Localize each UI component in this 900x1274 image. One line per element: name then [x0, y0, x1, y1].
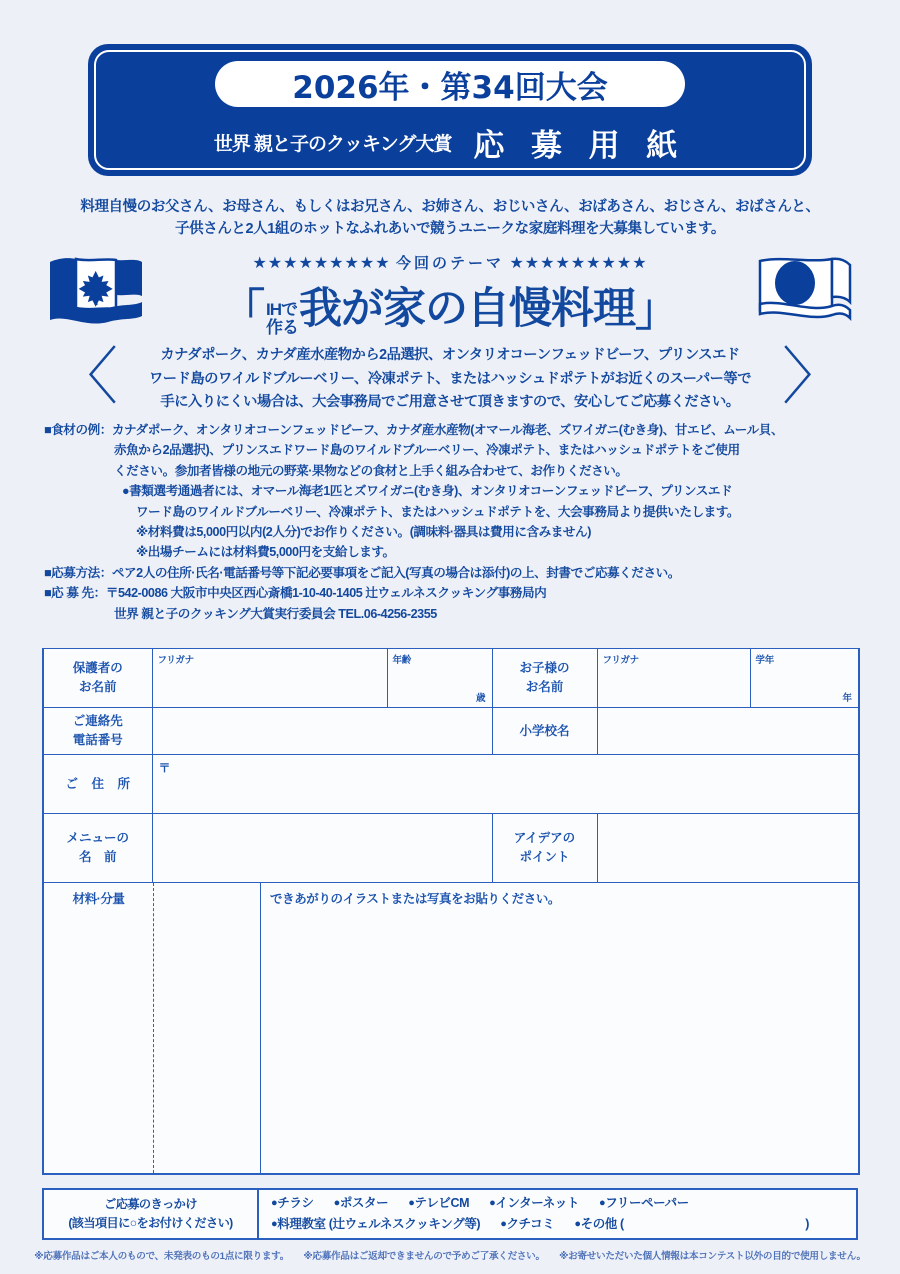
- header-banner: [88, 44, 812, 176]
- trigger-option-poster[interactable]: [334, 1193, 389, 1214]
- provide-line-1: ●書類選考通過者には、オマール海老1匹とズワイガニ(むき身)、オンタリオコーンフェッドビーフ、プリンスエド: [122, 484, 733, 499]
- menu-name-label-l1: メニューの: [66, 831, 129, 846]
- grade-unit: 年: [842, 693, 852, 704]
- theme-label: 今回のテーマ: [395, 255, 504, 272]
- bullet-icon: ●: [271, 1197, 278, 1210]
- bracket-note: [50, 342, 850, 416]
- ingredients-text-1: カナダポーク、オンタリオコーンフェッドビーフ、カナダ産水産物(オマール海老、ズワイガニ(むき身)、甘エビ、ムール貝、: [111, 423, 784, 437]
- contact-phone-label-l2: 電話番号: [72, 733, 123, 747]
- application-address-2: 世界 親と子のクッキング大賞実行委員会 TEL.06-4256-2355: [114, 606, 437, 621]
- footer-notes: [0, 1248, 900, 1262]
- theme-section: [0, 252, 900, 338]
- trigger-option-word-of-mouth[interactable]: [500, 1214, 554, 1235]
- materials-illustration-cell[interactable]: [43, 883, 859, 1175]
- brace-left: 〈: [56, 343, 119, 412]
- header-title-row: [88, 120, 812, 165]
- theme-bracket-open: 「: [221, 286, 265, 335]
- trigger-option-cooking-class-label: 料理教室 (辻ウェルネスクッキング等): [277, 1217, 481, 1231]
- table-row-guardian: [43, 649, 859, 708]
- page-title: 応 募 用 紙: [473, 128, 687, 163]
- idea-point-input[interactable]: [597, 814, 859, 883]
- theme-ih-line1: IHで: [266, 299, 297, 319]
- furigana-label-guardian: フリガナ: [157, 655, 194, 666]
- trigger-options-row-1: [271, 1193, 856, 1214]
- guardian-age-input[interactable]: [387, 649, 492, 708]
- trigger-label-line-2: (該当項目に○をお付けください): [68, 1216, 233, 1230]
- bracket-note-line-1: カナダポーク、カナダ産水産物から2品選択、オンタリオコーンフェッドビーフ、プリンスエド: [160, 347, 740, 363]
- contact-phone-label-l1: ご連絡先: [72, 714, 123, 729]
- trigger-options-row-2: [271, 1214, 856, 1235]
- age-unit: 歳: [475, 693, 486, 704]
- address-label: ご 住 所: [43, 755, 152, 814]
- provide-line-2: ワード島のワイルドブルーベリー、冷凍ポテト、またはハッシュドポテトを、大会事務局より提供いたします。: [136, 504, 740, 519]
- child-grade-input[interactable]: [750, 649, 859, 708]
- child-name-label-l1: お子様の: [519, 661, 570, 676]
- stars-right: ★★★★★★★★★: [509, 255, 648, 272]
- trigger-option-other[interactable]: [574, 1214, 809, 1235]
- table-row-materials: [43, 883, 859, 1175]
- postal-mark: 〒: [158, 761, 171, 775]
- child-name-input[interactable]: [597, 649, 750, 708]
- trigger-label-line-1: ご応募のきっかけ: [104, 1197, 197, 1212]
- idea-point-label-l1: アイデアの: [513, 831, 576, 846]
- table-row-address: [43, 755, 859, 814]
- header-subtitle: 世界 親と子のクッキング大賞: [213, 134, 452, 155]
- menu-name-input[interactable]: [152, 814, 492, 883]
- trigger-label: [44, 1190, 259, 1238]
- trigger-option-cooking-class[interactable]: [271, 1214, 480, 1235]
- application-method: ■応募方法：ペア2人の住所·氏名·電話番号等下記必要事項をご記入(写真の場合は添付)の上、封書でご応募ください。: [44, 565, 680, 580]
- bullet-icon: ●: [271, 1218, 278, 1230]
- ingredients-line-1: [44, 420, 856, 440]
- age-label: 年齢: [392, 655, 411, 666]
- menu-name-label-l2: 名 前: [78, 850, 117, 864]
- address-input[interactable]: [152, 755, 859, 814]
- materials-label: 材料·分量: [72, 892, 125, 906]
- cost-note-1: ※材料費は5,000円以内(2人分)でお作りください。(調味料·器具は費用に含みません): [136, 524, 591, 539]
- ingredients-line-2: 赤魚から2品選択)、プリンスエドワード島のワイルドブルーベリー、冷凍ポテト、またはハッシュドポテトをご使用: [114, 443, 740, 458]
- year-pill-text: 2026年・第34回大会: [292, 69, 608, 106]
- bullet-icon: ●: [599, 1197, 606, 1210]
- bullet-icon: ●: [408, 1197, 415, 1210]
- lead-paragraph: [0, 196, 900, 241]
- theme-stars-line: [0, 252, 900, 273]
- bracket-note-line-2: ワード島のワイルドブルーベリー、冷凍ポテト、またはハッシュドポテトがお近くのスーパー等で: [148, 370, 752, 387]
- cost-note-2: ※出場チームには材料費5,000円を支給します。: [136, 545, 395, 560]
- application-address-1: ■応 募 先：〒542-0086 大阪市中央区西心斎橋1-10-40-1405 辻ウェルネスクッキング事務局内: [44, 586, 547, 601]
- table-row-menu: [43, 814, 859, 883]
- trigger-option-internet-label: インターネット: [495, 1196, 579, 1211]
- theme-bracket-close: 」: [635, 286, 679, 335]
- materials-dashed-divider: [153, 883, 154, 1173]
- materials-solid-divider: [260, 883, 261, 1173]
- bullet-icon: ●: [500, 1218, 507, 1230]
- child-name-label: [492, 649, 597, 708]
- materials-illustration-area[interactable]: [44, 883, 858, 1173]
- details-section: [44, 420, 856, 624]
- bullet-icon: ●: [333, 1197, 340, 1210]
- theme-main-text: 我が家の自慢料理: [299, 285, 635, 333]
- bullet-icon: ●: [574, 1218, 581, 1230]
- trigger-option-word-of-mouth-label: クチコミ: [506, 1217, 555, 1231]
- lead-line-1: 料理自慢のお父さん、お母さん、もしくはお兄さん、お姉さん、おじいさん、おばあさん、おじさん、おばさんと、: [80, 199, 820, 215]
- trigger-option-tvcm[interactable]: [408, 1193, 469, 1214]
- trigger-option-other-label: その他 ( ): [580, 1217, 810, 1231]
- guardian-name-label: [43, 649, 152, 708]
- school-name-input[interactable]: [597, 708, 859, 755]
- table-row-contact: [43, 708, 859, 755]
- lead-line-2: 子供さんと2人1組のホットなふれあいで競うユニークな家庭料理を大募集しています。: [175, 221, 725, 238]
- year-pill: [215, 61, 685, 107]
- illustration-note: できあがりのイラストまたは写真をお貼りください。: [270, 892, 561, 906]
- trigger-option-flyer-label: チラシ: [277, 1196, 314, 1211]
- trigger-option-freepaper-label: フリーペーパー: [605, 1196, 689, 1211]
- stars-left: ★★★★★★★★★: [252, 255, 391, 272]
- trigger-option-internet[interactable]: [489, 1193, 579, 1214]
- bracket-note-line-3: 手に入りにくい場合は、大会事務局でご用意させて頂きますので、安心してご応募ください。: [160, 394, 740, 411]
- idea-point-label-l2: ポイント: [519, 850, 570, 864]
- ingredients-line-3: ください。参加者皆様の地元の野菜·果物などの食材と上手く組み合わせて、お作りください。: [114, 463, 628, 478]
- school-name-label: 小学校名: [492, 708, 597, 755]
- theme-title: [0, 274, 900, 338]
- brace-right: 〉: [781, 343, 844, 412]
- contact-phone-label: [43, 708, 152, 755]
- trigger-option-freepaper[interactable]: [599, 1193, 689, 1214]
- trigger-options: [259, 1190, 856, 1238]
- trigger-option-flyer[interactable]: [271, 1193, 314, 1214]
- trigger-option-tvcm-label: テレビCM: [414, 1196, 470, 1211]
- menu-name-label: [43, 814, 152, 883]
- footer-note-1: ※応募作品はご本人のもので、未発表のもの1点に限ります。: [34, 1251, 289, 1262]
- trigger-option-poster-label: ポスター: [339, 1196, 389, 1211]
- child-name-label-l2: お名前: [525, 680, 564, 694]
- guardian-name-label-l1: 保護者の: [72, 661, 123, 676]
- grade-label: 学年: [755, 655, 774, 666]
- bracket-note-text: [84, 344, 816, 415]
- contact-phone-input[interactable]: [152, 708, 492, 755]
- bullet-icon: ●: [489, 1197, 496, 1210]
- theme-ih-line2: 作る: [266, 317, 298, 337]
- footer-note-3: ※お寄せいただいた個人情報は本コンテスト以外の目的で使用しません。: [559, 1251, 866, 1262]
- guardian-name-label-l2: お名前: [78, 680, 117, 694]
- idea-point-label: [492, 814, 597, 883]
- application-trigger-box: [42, 1188, 858, 1240]
- guardian-name-input[interactable]: [152, 649, 387, 708]
- application-form-table: [42, 648, 860, 1175]
- furigana-label-child: フリガナ: [602, 655, 639, 666]
- theme-ih-block: [266, 301, 298, 337]
- footer-note-2: ※応募作品はご返却できませんので予めご了承ください。: [303, 1251, 545, 1262]
- ingredients-label: ■食材の例：: [44, 423, 112, 437]
